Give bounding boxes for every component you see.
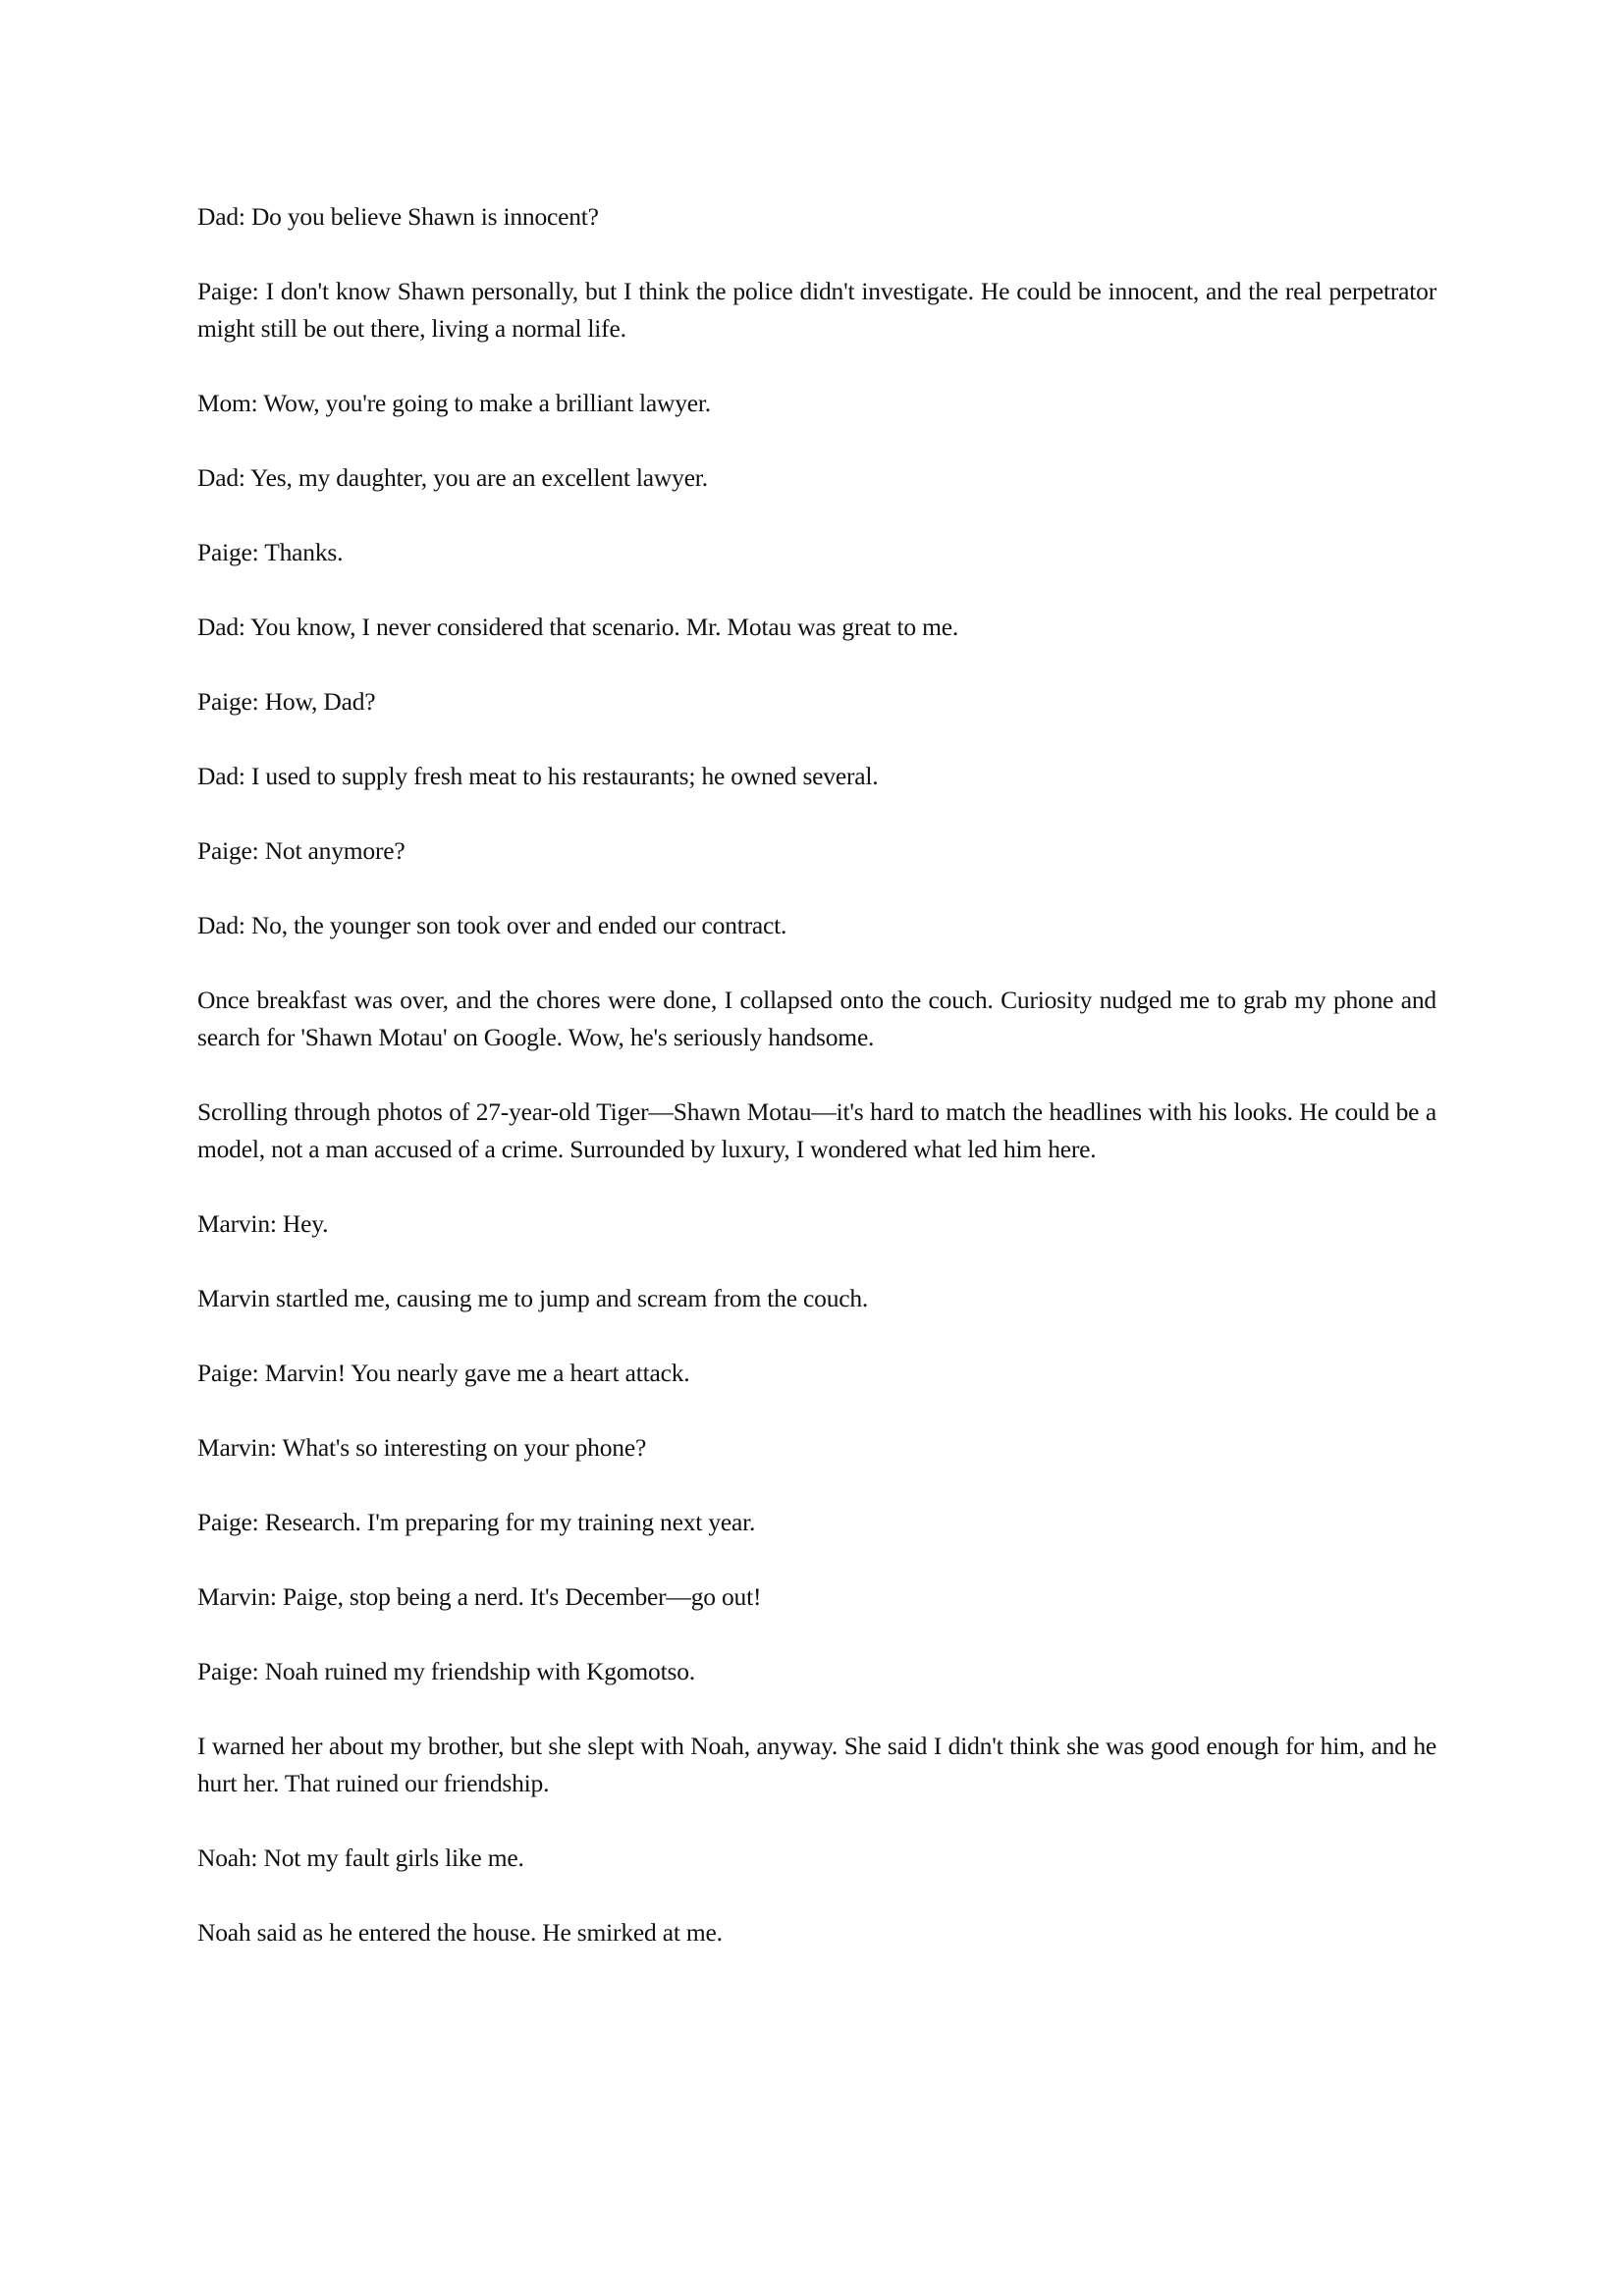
paragraph: Marvin: Hey. (197, 1209, 329, 1238)
paragraph: Noah: Not my fault girls like me. (197, 1843, 524, 1872)
paragraph: Paige: Thanks. (197, 538, 344, 566)
paragraph: I warned her about my brother, but she slept with Noah, anyway. She said I didn't think she was good enough for him, and he hurt her. That ruined our friendship. (197, 1732, 1436, 1797)
paragraph: Marvin startled me, causing me to jump and scream from the couch. (197, 1284, 869, 1312)
paragraph: Paige: Not anymore? (197, 836, 406, 865)
paragraph: Paige: Marvin! You nearly gave me a heart attack. (197, 1359, 690, 1387)
paragraph: Marvin: Paige, stop being a nerd. It's December—go out! (197, 1582, 762, 1611)
paragraph: Paige: Noah ruined my friendship with Kgomotso. (197, 1657, 695, 1685)
paragraph: Once breakfast was over, and the chores were done, I collapsed onto the couch. Curiosity nudged me to grab my phone and search for 'Shawn Motau' on Google. Wow, he's seriously handsome. (197, 986, 1436, 1051)
paragraph: Paige: How, Dad? (197, 687, 376, 716)
paragraph: Noah said as he entered the house. He smirked at me. (197, 1918, 723, 1947)
paragraph: Marvin: What's so interesting on your phone? (197, 1433, 647, 1462)
paragraph: Mom: Wow, you're going to make a brilliant lawyer. (197, 389, 711, 417)
paragraph: Dad: You know, I never considered that scenario. Mr. Motau was great to me. (197, 613, 959, 641)
paragraph: Dad: I used to supply fresh meat to his restaurants; he owned several. (197, 762, 879, 790)
paragraph: Scrolling through photos of 27-year-old Tiger—Shawn Motau—it's hard to match the headlines with his looks. He could be a model, not a man accused of a crime. Surrounded by luxury, I wondered what led him here. (197, 1097, 1436, 1163)
paragraph: Dad: No, the younger son took over and ended our contract. (197, 911, 787, 939)
paragraph: Paige: Research. I'm preparing for my training next year. (197, 1508, 756, 1536)
paragraph: Dad: Do you believe Shawn is innocent? (197, 202, 599, 231)
paragraph: Paige: I don't know Shawn personally, but I think the police didn't investigate. He could be innocent, and the real perpetrator might still be out there, living a normal life. (197, 277, 1436, 343)
document-page (197, 198, 1436, 1989)
paragraph: Dad: Yes, my daughter, you are an excellent lawyer. (197, 463, 708, 492)
